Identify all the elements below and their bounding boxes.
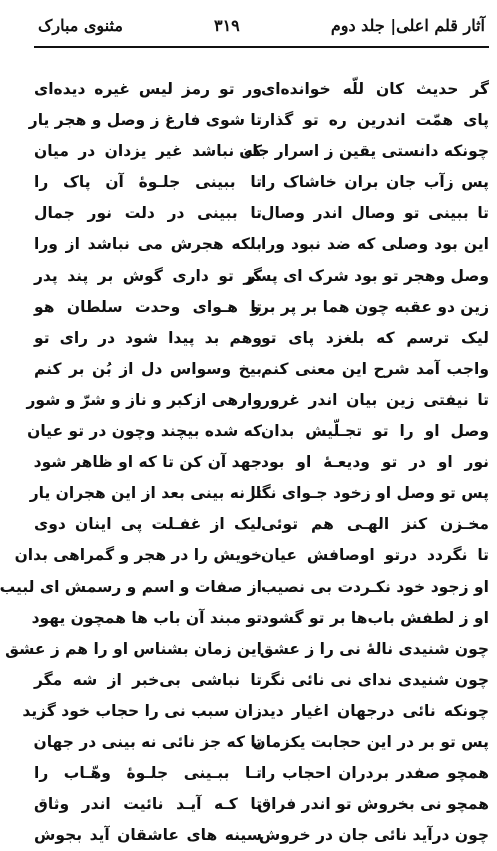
verse-line: واجب آمد شرح این معنی کنم [261, 359, 489, 378]
verse-line: تا هـوای وحدت سلطان هو [34, 297, 262, 316]
verse-line: پس تو وصل او زخود جـوای نگار [246, 484, 489, 503]
verse-line: چونکه نائی درجهان اغیار دید [261, 701, 489, 720]
page-number: ۳۱۹ [213, 15, 240, 35]
verse-line: همچو نی بخروش تو اندر فراق [257, 795, 489, 814]
verse-line: تا ببینی در دلت نور جمال [34, 204, 262, 223]
verse-line: زین دو عقبه چون هما بر پر برو [250, 297, 489, 316]
verse-line: تا نیفتی زین بیان اندر غرور [261, 390, 489, 409]
verse-line: تا نه بینی بعد از این هجران یار [29, 484, 262, 503]
verse-line: تا ببینی تو وصال اندر وصال [261, 204, 489, 223]
header-rule [34, 46, 489, 48]
verse-line: جهد آن کن تا که او ظاهر شود [33, 453, 262, 472]
verse-line: چون درآید نائی جان در خروش [258, 826, 489, 845]
verse-line: از صفات و اسم و رسمش ای لبیب [0, 577, 262, 596]
verse-line: که شده بیچند وچون در تو عیان [27, 422, 262, 441]
verse-line: گر حدیث کان للّه خوانده‌ای [261, 80, 489, 98]
verse-line: خویش را در هجر و گمراهی بدان [14, 546, 262, 565]
verse-line: وارهی ازکبر و ناز و شرّ و شور [26, 390, 262, 409]
verse-line: او ز لطفش باب‌ها بر تو گشود [261, 608, 489, 627]
verse-line: تا نگردد درتو اوصافش عیان [261, 546, 489, 565]
verse-line: تا که جز نائی نه بینی در جهان [33, 732, 262, 751]
verse-line: ور تو رمز لیس غیره دیده‌ای [34, 80, 262, 98]
verse-line: این زمان بشناس او را هم ز عشق [5, 639, 262, 658]
right-column [239, 74, 489, 851]
verse-line: لیک ترسم که بلغزد پای تو [261, 328, 489, 347]
verse-line: تا نباشی بی‌خبر از شه مگر [34, 670, 262, 689]
verse-line: تو مبند آن باب ها همچون یهود [31, 608, 262, 627]
verse-line: لیک از غفـلت پی اینان دوی [34, 515, 262, 534]
verse-line: گر تو داری گوش بر پند پدر [34, 266, 262, 285]
verse-line: سینه های عاشقان آید بجوش [34, 826, 262, 845]
verse-line: مخـزن کنز الهـی هم توئی [261, 515, 489, 534]
verse-line: پس تو بر در این حجابت یکزمان [252, 732, 489, 751]
verse-line: زان سبب نی را حجاب خود گزید [22, 701, 262, 720]
verse-line: پای همّت اندرین ره تو گذار [261, 111, 489, 130]
verse-line: وهم بد پیدا شود در رای تو [34, 328, 262, 347]
verse-line: این بود وصلی که ضد نبود ورا [261, 235, 489, 254]
verse-line: چون شنیدی نالهٔ نی را ز عشق [259, 639, 489, 658]
verse-line: وصل او را تو تجـلّیش بدان [261, 422, 489, 441]
verse-line: همچو صفدر بردران احجاب را [261, 764, 489, 783]
verse-line: که نباشد غیر یزدان در میان [34, 142, 262, 161]
verse-line: چونکه دانستی یقین ز اسرار جان [239, 142, 489, 161]
verse-line: او زجود خود نکـردت بی نصیب [261, 577, 489, 596]
verse-line: تا شوی فارغ ز وصل و هجر یار [28, 111, 262, 130]
book-title: آثار قلم اعلی| جلد دوم [330, 15, 485, 35]
verse-line: تـا ببـینی جلـوهٔ وهّـاب را [34, 764, 262, 783]
verse-line: نور او در تو ودیعـهٔ او بود [261, 453, 489, 472]
verse-line: بیخ وسواس دل از بُن بر کنم [34, 359, 262, 378]
verse-line: پس زآب جان بران خاشاک را [261, 173, 489, 192]
page-header [38, 8, 485, 42]
verse-line: چون شنیدی ندای نی نائی نگر [261, 670, 489, 689]
section-title: مثنوی مبارک [38, 15, 123, 35]
verse-line: بلکه هجرش می نباشد از ورا [34, 235, 262, 254]
verse-line: وصل وهجر تو بود شرک ای پسر [246, 266, 489, 285]
verse-line: تا کـه آیـد نائیت اندر وثاق [34, 795, 262, 814]
verse-line: تا ببینی جلـوهٔ آن پاک را [34, 173, 262, 192]
left-column [0, 74, 262, 851]
